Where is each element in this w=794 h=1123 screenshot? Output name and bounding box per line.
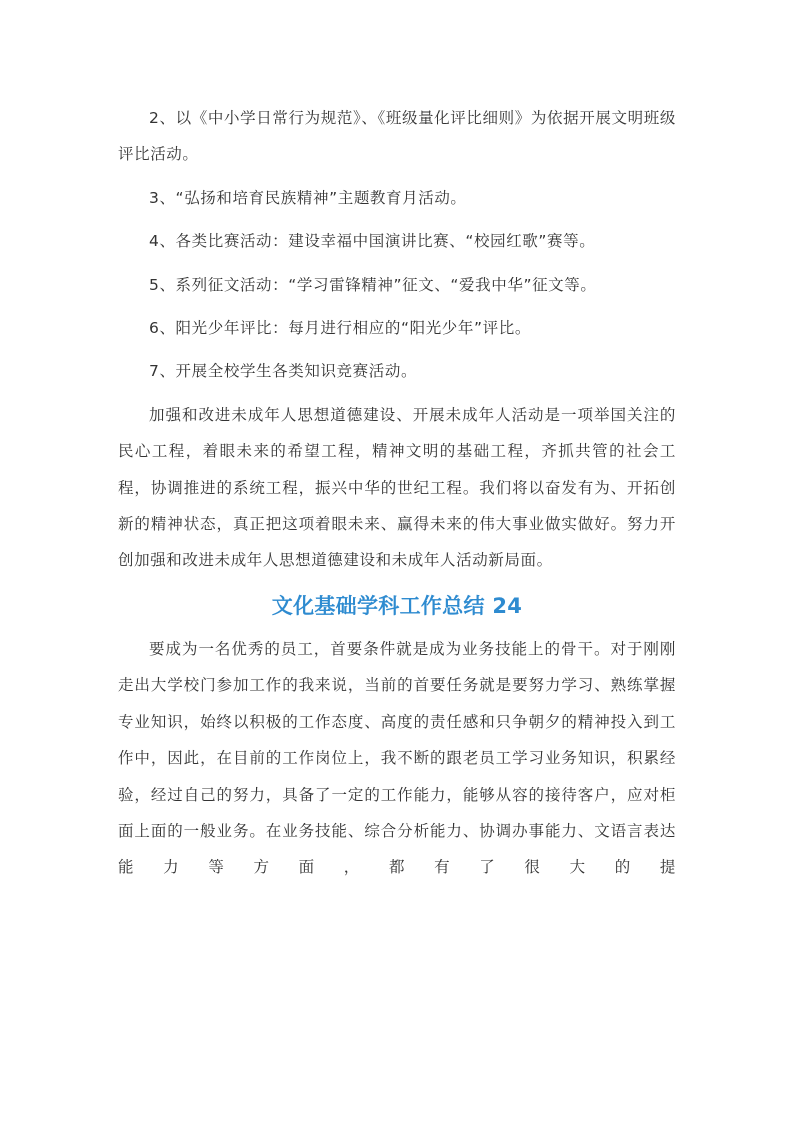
list-item: 3、“弘扬和培育民族精神”主题教育月活动。	[149, 188, 467, 207]
list-item: 2、以《中小学日常行为规范》、《班级量化评比细则》为依据开展文明班级评比活动。	[118, 109, 676, 164]
list-item: 5、系列征文活动：“学习雷锋精神”征文、“爱我中华”征文等。	[149, 275, 597, 294]
body-paragraph: 要成为一名优秀的员工，首要条件就是成为业务技能上的骨干。对于刚刚走出大学校门参加工作的我来说，当前的首要任务就是要努力学习、熟练掌握专业知识，始终以积极的工作态度、高度的责任感和只争朝夕的精神投入到工作中，因此，在目前的工作岗位上，我不断的跟老员工学习业务知识，积累经验，经过自己的努力，具备了一定的工作能力，能够从容的接待客户，应对柜面上面的一般业务。在业务技能、综合分析能力、协调办事能力、文语言表达能力等方面，都有了很大的提	[118, 639, 676, 877]
section-heading: 文化基础学科工作总结 24	[271, 593, 523, 618]
body-paragraph: 加强和改进未成年人思想道德建设、开展未成年人活动是一项举国关注的民心工程，着眼未来的希望工程，精神文明的基础工程，齐抓共管的社会工程，协调推进的系统工程，振兴中华的世纪工程。我们将以奋发有为、开拓创新的精神状态，真正把这项着眼未来、赢得未来的伟大事业做实做好。努力开创加强和改进未成年人思想道德建设和未成年人活动新局面。	[118, 405, 676, 570]
list-item: 7、开展全校学生各类知识竞赛活动。	[149, 362, 418, 381]
list-item: 4、各类比赛活动：建设幸福中国演讲比赛、“校园红歌”赛等。	[149, 232, 596, 251]
list-item: 6、阳光少年评比：每月进行相应的“阳光少年”评比。	[149, 319, 531, 338]
document-page	[118, 100, 676, 886]
